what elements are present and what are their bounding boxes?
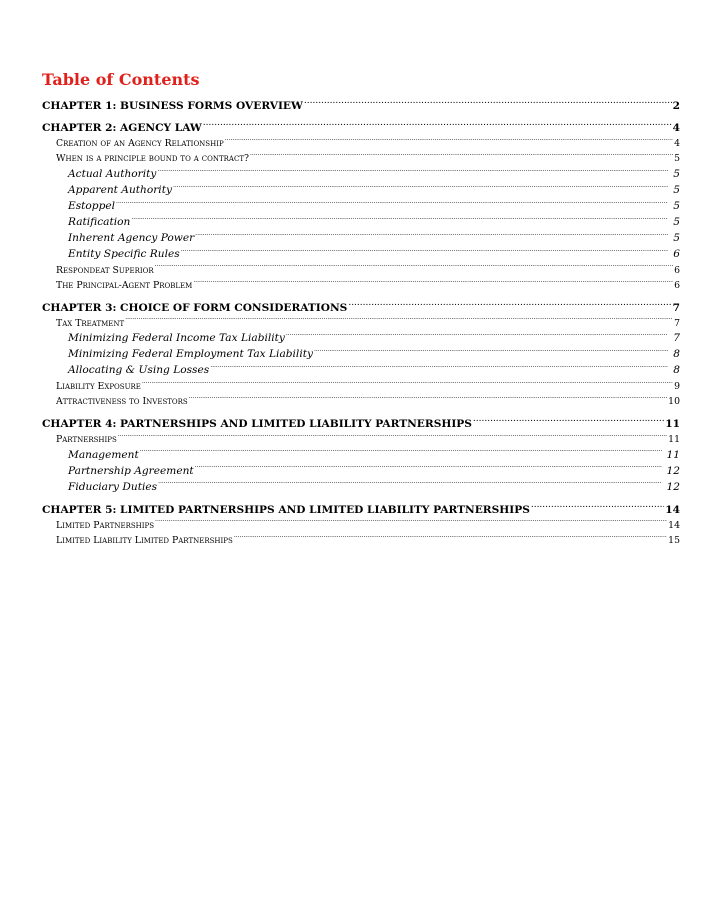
toc-subsection-entry[interactable]	[42, 447, 680, 463]
toc-entry-label: Apparent Authority	[68, 184, 172, 197]
toc-entry-page-number: 15	[668, 534, 680, 546]
toc-entry-page-number: 12	[666, 480, 680, 493]
toc-entry-page-number: 10	[668, 396, 680, 407]
toc-entry-label: CHAPTER 2: AGENCY LAW	[42, 122, 202, 135]
toc-entry-page-number: 6	[674, 264, 680, 276]
toc-subsection-entry[interactable]	[42, 199, 680, 215]
dot-leader	[193, 279, 673, 288]
toc-subsection-entry[interactable]	[42, 215, 680, 231]
toc-section-entry[interactable]	[42, 379, 680, 394]
toc-subsection-entry[interactable]	[42, 167, 680, 183]
toc-section-entry[interactable]	[42, 151, 680, 166]
dot-leader	[140, 447, 662, 458]
dot-leader	[116, 199, 668, 210]
toc-entry-page-number: 5	[674, 153, 680, 165]
toc-entry-label: Liability Exposure	[56, 380, 141, 392]
dot-leader	[225, 137, 673, 146]
toc-entry-label: Management	[68, 448, 139, 461]
toc-section-entry[interactable]	[42, 316, 680, 331]
toc-entry-page-number: 12	[666, 464, 680, 477]
toc-entry-page-number: 11	[666, 448, 680, 461]
toc-entry-page-number: 8	[673, 364, 680, 377]
toc-section-entry[interactable]	[42, 136, 680, 151]
toc-entry-label: Creation of an Agency Relationship	[56, 138, 224, 150]
toc-entry-label: Entity Specific Rules	[68, 248, 180, 261]
toc-section-entry[interactable]	[42, 432, 680, 447]
toc-entry-label: CHAPTER 1: BUSINESS FORMS OVERVIEW	[42, 99, 303, 112]
toc-entry-page-number: 4	[672, 122, 680, 135]
toc-entry-label: Limited Partnerships	[56, 519, 155, 531]
dot-leader	[531, 502, 664, 513]
toc-entry-label: Respondeat Superior	[56, 264, 154, 276]
toc-chapter-entry[interactable]	[42, 416, 680, 432]
toc-entry-label: Minimizing Federal Employment Tax Liability	[68, 348, 313, 361]
dot-leader	[250, 152, 673, 161]
dot-leader	[158, 479, 661, 490]
dot-leader	[181, 247, 669, 258]
toc-subsection-entry[interactable]	[42, 363, 680, 379]
dot-leader	[210, 363, 668, 374]
toc-chapter-entry[interactable]	[42, 502, 680, 518]
dot-leader	[195, 463, 662, 474]
toc-entry-page-number: 5	[673, 216, 680, 229]
toc-entry-label: Limited Liability Limited Partnerships	[56, 534, 233, 546]
toc-entry-page-number: 6	[673, 248, 680, 261]
dot-leader	[195, 231, 668, 242]
toc-subsection-entry[interactable]	[42, 479, 680, 495]
toc-section-entry[interactable]	[42, 263, 680, 278]
toc-entry-page-number: 7	[672, 301, 680, 314]
toc-entry-label: Inherent Agency Power	[68, 232, 195, 245]
toc-entry-page-number: 11	[668, 433, 680, 445]
toc-subsection-entry[interactable]	[42, 183, 680, 199]
toc-title: Table of Contents	[42, 70, 200, 89]
toc-entry-page-number: 14	[665, 503, 680, 516]
toc-entry-page-number: 5	[673, 232, 680, 245]
toc-entry-label: CHAPTER 3: CHOICE OF FORM CONSIDERATIONS	[42, 301, 348, 314]
dot-leader	[157, 167, 668, 178]
toc-entry-label: Minimizing Federal Income Tax Liability	[68, 332, 285, 345]
toc-subsection-entry[interactable]	[42, 463, 680, 479]
toc-section-entry[interactable]	[42, 518, 680, 533]
toc-entry-page-number: 5	[673, 168, 680, 181]
dot-leader	[155, 518, 667, 527]
toc-section-entry[interactable]	[42, 394, 680, 409]
toc-chapter-entry[interactable]	[42, 121, 680, 137]
toc-entry-label: Actual Authority	[68, 168, 157, 181]
dot-leader	[314, 347, 668, 358]
toc-chapter-entry[interactable]	[42, 98, 680, 114]
dot-leader	[142, 380, 673, 389]
toc-entry-label: CHAPTER 4: PARTNERSHIPS AND LIMITED LIABILITY PARTNERSHIPS	[42, 417, 472, 430]
dot-leader	[118, 433, 667, 442]
toc-entry-label: Allocating & Using Losses	[68, 364, 210, 377]
toc-entry-page-number: 5	[673, 184, 680, 197]
toc-entry-page-number: 2	[672, 99, 680, 112]
dot-leader	[155, 263, 673, 272]
toc-chapter-entry[interactable]	[42, 300, 680, 316]
toc-entry-page-number: 6	[674, 279, 680, 291]
toc-section-entry[interactable]	[42, 533, 680, 548]
toc-entry-page-number: 5	[673, 200, 680, 213]
toc-entry-page-number: 9	[674, 380, 680, 392]
toc-entry-label: Attractiveness to Investors	[56, 396, 188, 407]
dot-leader	[348, 300, 671, 311]
dot-leader	[189, 395, 667, 404]
toc-entry-label: The Principal-Agent Problem	[56, 279, 193, 291]
toc-subsection-entry[interactable]	[42, 231, 680, 247]
dot-leader	[203, 121, 672, 132]
toc-entry-label: Tax Treatment	[56, 317, 125, 329]
toc-entry-page-number: 11	[665, 417, 680, 430]
dot-leader	[173, 183, 668, 194]
toc-subsection-entry[interactable]	[42, 247, 680, 263]
toc-entry-label: Partnership Agreement	[68, 464, 194, 477]
toc-entry-page-number: 14	[668, 519, 680, 531]
dot-leader	[304, 98, 672, 109]
dot-leader	[125, 316, 673, 325]
toc-list	[42, 98, 680, 548]
dot-leader	[131, 215, 668, 226]
toc-section-entry[interactable]	[42, 278, 680, 293]
toc-subsection-entry[interactable]	[42, 331, 680, 347]
dot-leader	[473, 416, 664, 427]
toc-entry-page-number: 8	[673, 348, 680, 361]
toc-entry-label: Partnerships	[56, 433, 117, 445]
toc-entry-page-number: 7	[673, 332, 680, 345]
document-page	[42, 68, 680, 548]
toc-entry-label: Estoppel	[68, 200, 116, 213]
toc-entry-label: Fiduciary Duties	[68, 480, 158, 493]
toc-entry-page-number: 4	[674, 138, 680, 150]
dot-leader	[234, 534, 667, 543]
toc-entry-page-number: 7	[674, 317, 680, 329]
toc-entry-label: When is a principle bound to a contract?	[56, 153, 249, 165]
toc-subsection-entry[interactable]	[42, 347, 680, 363]
toc-entry-label: CHAPTER 5: LIMITED PARTNERSHIPS AND LIMITED LIABILITY PARTNERSHIPS	[42, 503, 530, 516]
dot-leader	[286, 331, 668, 342]
toc-entry-label: Ratification	[68, 216, 131, 229]
